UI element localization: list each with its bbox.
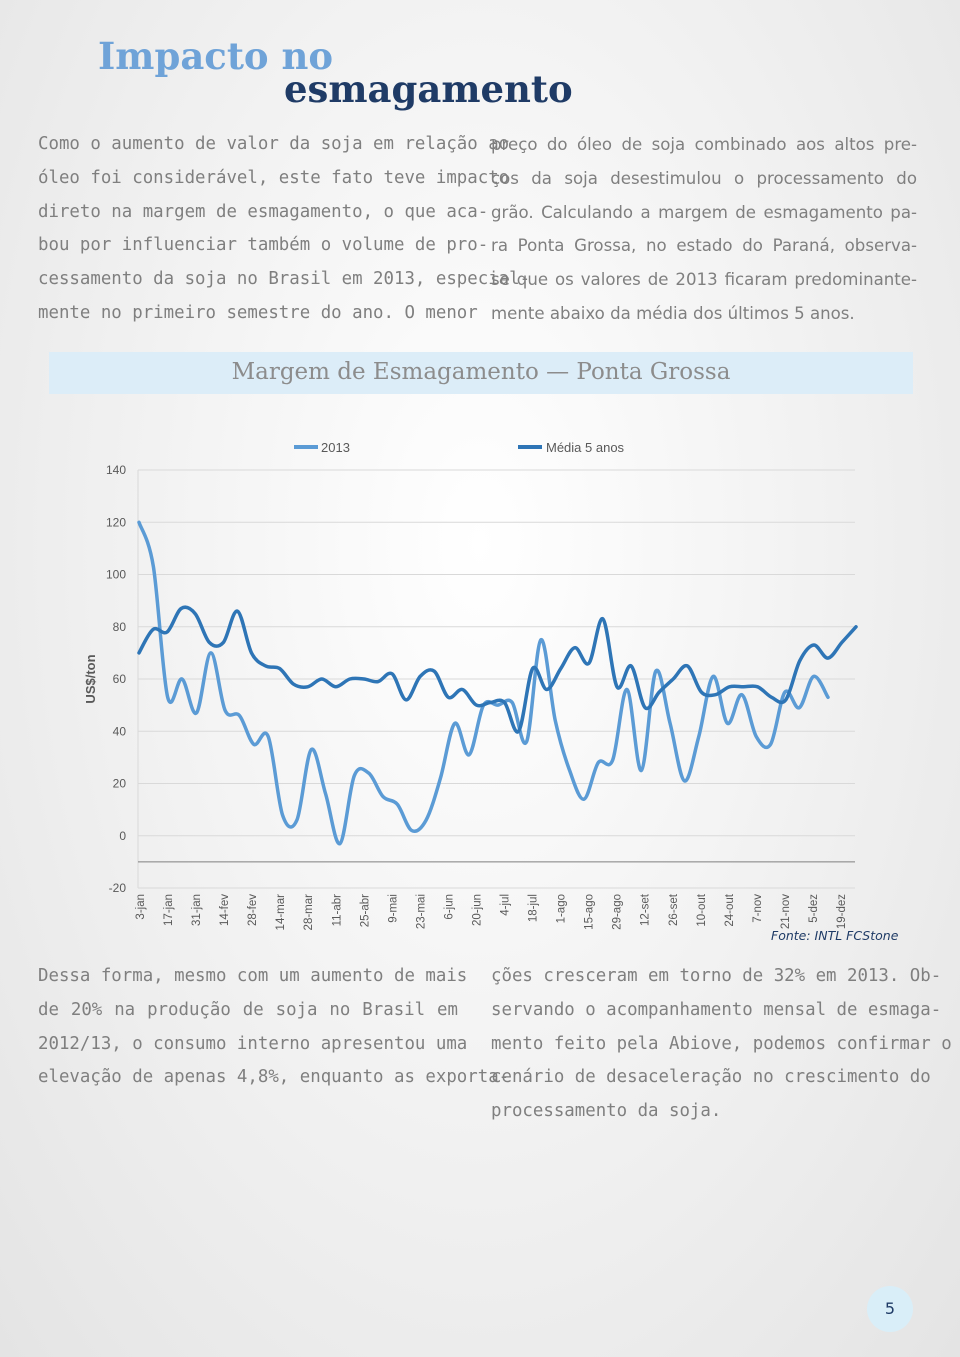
x-tick-label: 29-ago: [611, 894, 624, 930]
paragraph-line: de 20% na produção de soja no Brasil em: [38, 999, 458, 1020]
x-tick-label: 25-abr: [359, 894, 372, 928]
x-tick-label: 11-abr: [331, 894, 344, 927]
paragraph-line: Como o aumento de valor da soja em relação ao: [38, 134, 510, 154]
y-tick-label: 0: [119, 828, 126, 843]
x-tick-label: 15-ago: [583, 894, 596, 930]
page-title-line1: Impacto no: [98, 34, 334, 78]
line-chart: [0, 400, 960, 940]
intro-left-column: [38, 128, 531, 331]
x-tick-label: 17-jan: [163, 894, 176, 926]
paragraph-line: ra Ponta Grossa, no estado do Paraná, observa-: [491, 236, 917, 256]
paragraph-line: Dessa forma, mesmo com um aumento de mais: [38, 966, 468, 986]
paragraph-line: ções cresceram em torno de 32% em 2013. Ob-: [491, 966, 942, 986]
paragraph-line: cessamento da soja no Brasil em 2013, especial-: [38, 269, 531, 290]
y-tick-label: 120: [105, 515, 126, 530]
paragraph-line: cenário de desaceleração no crescimento do: [491, 1067, 931, 1088]
y-tick-label: 40: [112, 724, 126, 739]
x-tick-label: 9-mai: [387, 894, 400, 923]
x-tick-label: 31-jan: [191, 894, 204, 926]
y-axis-title: US$/ton: [83, 654, 98, 704]
paragraph-line: processamento da soja.: [491, 1101, 722, 1122]
x-tick-label: 24-out: [723, 894, 736, 927]
legend-label: Média 5 anos: [546, 440, 625, 455]
chart-title: Margem de Esmagamento — Ponta Grossa: [231, 359, 731, 385]
x-tick-label: 18-jul: [527, 894, 540, 923]
legend-label: 2013: [321, 440, 350, 455]
paragraph-line: servando o acompanhamento mensal de esmaga-: [491, 999, 942, 1020]
y-tick-label: 100: [105, 567, 126, 582]
y-tick-label: 60: [112, 672, 126, 686]
x-tick-label: 28-mar: [303, 894, 316, 931]
x-tick-label: 14-mar: [275, 894, 288, 931]
x-tick-label: 10-out: [695, 894, 708, 927]
paragraph-line: se que os valores de 2013 ficaram predominante-: [491, 270, 917, 290]
paragraph-line: ços da soja desestimulou o processamento do: [491, 168, 917, 188]
page-number-badge: [867, 1286, 913, 1332]
x-tick-label: 14-fev: [219, 894, 232, 926]
x-tick-label: 19-dez: [836, 894, 848, 930]
x-tick-label: 4-jul: [499, 894, 512, 916]
page-number: 5: [884, 1299, 896, 1318]
y-tick-label: -20: [108, 881, 126, 895]
body-left-column: [38, 960, 510, 1095]
x-tick-label: 23-mai: [415, 894, 428, 930]
page-title-line2: esmagamento: [284, 67, 573, 111]
x-tick-label: 12-set: [639, 894, 652, 926]
y-tick-label: 80: [112, 619, 126, 634]
x-tick-label: 5-dez: [807, 894, 820, 923]
x-tick-label: 20-jun: [471, 894, 484, 926]
paragraph-line: bou por influenciar também o volume de pro-: [38, 235, 489, 256]
x-tick-label: 7-nov: [751, 894, 764, 923]
paragraph-line: 2012/13, o consumo interno apresentou uma: [38, 1033, 468, 1054]
paragraph-line: preço do óleo de soja combinado aos altos pre-: [491, 135, 917, 154]
x-tick-label: 21-nov: [779, 894, 792, 930]
y-tick-label: 20: [112, 776, 126, 791]
paragraph-line: mente abaixo da média dos últimos 5 anos.: [491, 303, 855, 323]
chart-title-banner: [49, 352, 913, 394]
series-2013-line: [139, 522, 828, 843]
x-tick-label: 6-jun: [443, 894, 456, 920]
body-right-column: [491, 960, 952, 1129]
paragraph-line: direto na margem de esmagamento, o que aca-: [38, 201, 489, 222]
y-tick-label: 140: [105, 463, 126, 477]
chart-source: Fonte: INTL FCStone: [771, 928, 899, 943]
paragraph-line: óleo foi considerável, este fato teve impacto: [38, 167, 510, 188]
paragraph-line: mento feito pela Abiove, podemos confirmar o: [491, 1033, 952, 1054]
x-tick-label: 28-fev: [247, 894, 260, 926]
x-tick-label: 3-jan: [135, 894, 147, 920]
paragraph-line: elevação de apenas 4,8%, enquanto as exporta-: [38, 1067, 510, 1088]
paragraph-line: grão. Calculando a margem de esmagamento pa-: [491, 202, 917, 222]
intro-right-column: [491, 128, 917, 331]
paragraph-line: mente no primeiro semestre do ano. O menor: [38, 302, 478, 323]
x-tick-label: 26-set: [667, 894, 680, 926]
x-tick-label: 1-ago: [555, 894, 568, 924]
